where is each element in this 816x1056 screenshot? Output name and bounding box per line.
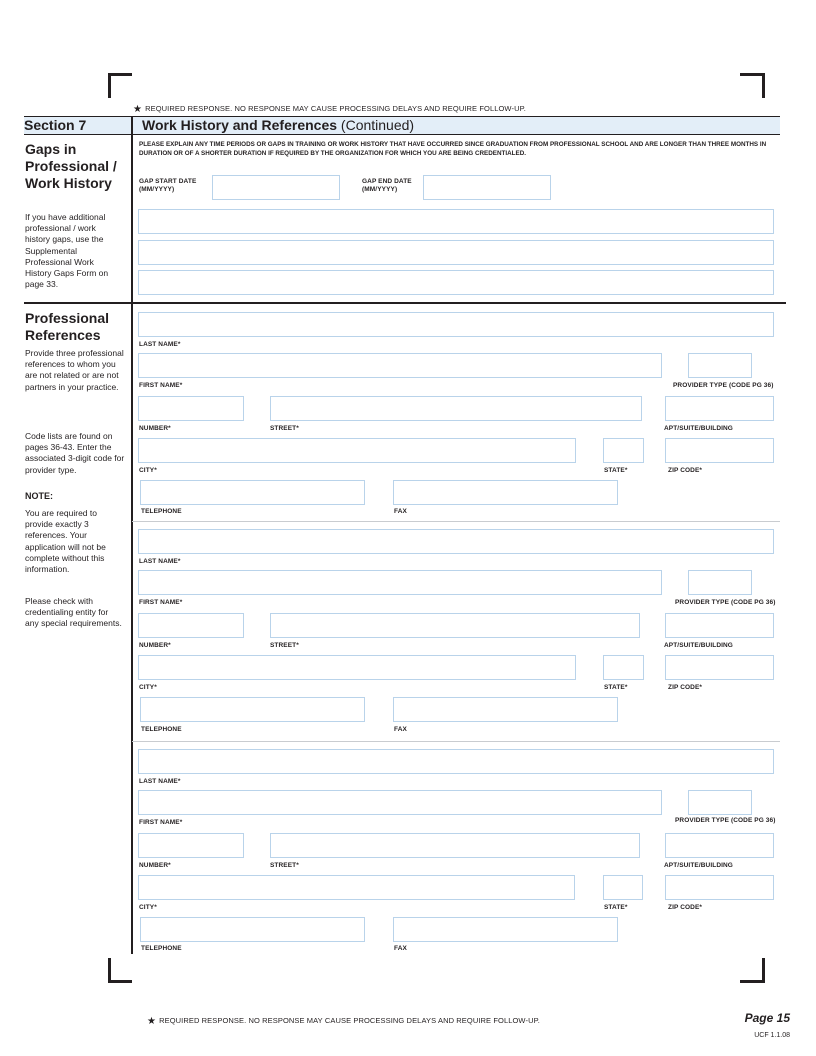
gap-start-label-line1: GAP START DATE [139, 178, 197, 185]
required-note-bottom-text: REQUIRED RESPONSE. NO RESPONSE MAY CAUSE PROCESSING DELAYS AND REQUIRE FOLLOW-UP. [159, 1016, 540, 1025]
ref1-apt-label: APT/SUITE/BUILDING [664, 425, 733, 432]
ref2-apt-field[interactable] [665, 613, 774, 638]
section-number: Section 7 [24, 117, 87, 133]
ref3-zip-label: ZIP CODE* [668, 904, 703, 911]
reference-divider-1 [132, 521, 780, 522]
section-title [142, 117, 414, 133]
gaps-heading-line1: Gaps in [25, 141, 77, 157]
ref1-number-label: NUMBER* [139, 425, 171, 432]
reference-divider-2 [132, 741, 780, 742]
ref3-street-field[interactable] [270, 833, 640, 858]
ref1-street-label: STREET* [270, 425, 299, 432]
references-side-p2: Code lists are found on pages 36-43. Enter the associated 3-digit code for provider type. [25, 431, 125, 475]
crop-mark-bottom-left [108, 980, 132, 983]
references-note-heading: NOTE: [25, 491, 53, 501]
section-title-bold: Work History and References [142, 117, 338, 133]
crop-mark-top-left-v [108, 73, 111, 98]
gap-start-label-line2: (MM/YYYY) [139, 186, 175, 193]
ref2-first-name-field[interactable] [138, 570, 662, 595]
ref3-first-name-label: FIRST NAME* [139, 819, 183, 826]
ref2-state-label: STATE* [604, 684, 628, 691]
ref3-city-field[interactable] [138, 875, 575, 900]
ref1-first-name-label: FIRST NAME* [139, 382, 183, 389]
ref2-fax-label: FAX [394, 726, 407, 733]
gap-end-label-line1: GAP END DATE [362, 178, 412, 185]
references-side-p1: Provide three professional references to whom you are not related or are not partners in your practice. [25, 348, 124, 392]
ref2-first-name-label: FIRST NAME* [139, 599, 183, 606]
crop-mark-bottom-right-v [762, 958, 765, 983]
ref2-last-name-label: LAST NAME* [139, 558, 181, 565]
form-version: UCF 1.1.08 [754, 1032, 790, 1039]
gap-end-date-field[interactable] [423, 175, 551, 200]
gap-start-date-field[interactable] [212, 175, 340, 200]
ref1-last-name-field[interactable] [138, 312, 774, 337]
ref1-city-field[interactable] [138, 438, 576, 463]
references-heading [25, 310, 109, 344]
ref2-number-label: NUMBER* [139, 642, 171, 649]
ref3-provider-type-field[interactable] [688, 790, 752, 815]
ref2-number-field[interactable] [138, 613, 244, 638]
references-side-p4: Please check with credentialing entity for any special requirements. [25, 596, 122, 629]
required-star-icon-bottom: ★ [147, 1016, 157, 1027]
ref2-street-label: STREET* [270, 642, 299, 649]
ref1-zip-label: ZIP CODE* [668, 467, 703, 474]
ref3-provider-type-label: PROVIDER TYPE (CODE PG 36) [675, 817, 776, 824]
ref3-last-name-label: LAST NAME* [139, 778, 181, 785]
ref3-number-label: NUMBER* [139, 862, 171, 869]
ref3-number-field[interactable] [138, 833, 244, 858]
ref2-telephone-field[interactable] [140, 697, 365, 722]
gap-explanation-line-1[interactable] [138, 209, 774, 234]
ref3-telephone-field[interactable] [140, 917, 365, 942]
ref3-fax-label: FAX [394, 945, 407, 952]
ref3-apt-field[interactable] [665, 833, 774, 858]
ref2-zip-label: ZIP CODE* [668, 684, 703, 691]
ref2-city-field[interactable] [138, 655, 576, 680]
references-side-p3: You are required to provide exactly 3 references. Your application will not be complete without this information. [25, 508, 106, 575]
gaps-heading-line3: Work History [25, 175, 112, 191]
ref1-provider-type-label: PROVIDER TYPE (CODE PG 36) [673, 382, 774, 389]
gaps-instruction: PLEASE EXPLAIN ANY TIME PERIODS OR GAPS IN TRAINING OR WORK HISTORY THAT HAVE OCCURRED SINCE GRADUATION FROM PROFESSIONAL SCHOOL AND ARE LONGER THAN THREE MONTHS IN DURATION OR OF A SHORTER DURATION IF REQUIRED BY THE ORGANIZATION FOR WHICH YOU ARE BEING CREDENTIALED. [139, 141, 767, 157]
ref1-fax-field[interactable] [393, 480, 618, 505]
ref1-street-field[interactable] [270, 396, 642, 421]
gap-explanation-line-2[interactable] [138, 240, 774, 265]
ref3-city-label: CITY* [139, 904, 157, 911]
ref2-last-name-field[interactable] [138, 529, 774, 554]
gap-start-label [139, 178, 196, 194]
ref2-apt-label: APT/SUITE/BUILDING [664, 642, 733, 649]
required-note-top [133, 103, 526, 114]
ref1-number-field[interactable] [138, 396, 244, 421]
references-heading-line1: Professional [25, 310, 110, 326]
gap-explanation-line-3[interactable] [138, 270, 774, 295]
gaps-heading [25, 141, 117, 192]
ref2-provider-type-label: PROVIDER TYPE (CODE PG 36) [675, 599, 776, 606]
ref3-first-name-field[interactable] [138, 790, 662, 815]
section-title-suffix: (Continued) [340, 117, 415, 133]
ref1-fax-label: FAX [394, 508, 407, 515]
ref1-state-field[interactable] [603, 438, 644, 463]
ref2-city-label: CITY* [139, 684, 157, 691]
ref2-telephone-label: TELEPHONE [141, 726, 182, 733]
ref3-apt-label: APT/SUITE/BUILDING [664, 862, 733, 869]
ref2-provider-type-field[interactable] [688, 570, 752, 595]
ref1-provider-type-field[interactable] [688, 353, 752, 378]
ref1-state-label: STATE* [604, 467, 628, 474]
ref1-telephone-field[interactable] [140, 480, 365, 505]
ref3-state-field[interactable] [603, 875, 643, 900]
crop-mark-top-left [108, 73, 132, 76]
ref2-zip-field[interactable] [665, 655, 774, 680]
ref2-street-field[interactable] [270, 613, 640, 638]
required-star-icon: ★ [133, 104, 143, 115]
ref3-last-name-field[interactable] [138, 749, 774, 774]
page-number: Page 15 [744, 1011, 790, 1025]
references-heading-line2: References [25, 327, 101, 343]
ref1-apt-field[interactable] [665, 396, 774, 421]
gap-end-label-line2: (MM/YYYY) [362, 186, 398, 193]
ref1-telephone-label: TELEPHONE [141, 508, 182, 515]
gaps-references-divider [24, 302, 786, 304]
column-divider [131, 116, 133, 954]
crop-mark-bottom-left-v [108, 958, 111, 983]
gaps-heading-line2: Professional / [25, 158, 117, 174]
gaps-side-note: If you have additional professional / work history gaps, use the Supplemental Professional Work History Gaps Form on page 33. [25, 212, 109, 290]
ref1-last-name-label: LAST NAME* [139, 341, 181, 348]
gap-end-label [362, 178, 412, 194]
ref2-fax-field[interactable] [393, 697, 618, 722]
ref3-fax-field[interactable] [393, 917, 618, 942]
ref1-city-label: CITY* [139, 467, 157, 474]
ref3-telephone-label: TELEPHONE [141, 945, 182, 952]
required-note-bottom [147, 1015, 540, 1026]
ref3-street-label: STREET* [270, 862, 299, 869]
ref3-zip-field[interactable] [665, 875, 774, 900]
ref1-first-name-field[interactable] [138, 353, 662, 378]
ref3-state-label: STATE* [604, 904, 628, 911]
ref1-zip-field[interactable] [665, 438, 774, 463]
crop-mark-top-right-v [762, 73, 765, 98]
required-note-text: REQUIRED RESPONSE. NO RESPONSE MAY CAUSE PROCESSING DELAYS AND REQUIRE FOLLOW-UP. [145, 104, 526, 113]
ref2-state-field[interactable] [603, 655, 644, 680]
